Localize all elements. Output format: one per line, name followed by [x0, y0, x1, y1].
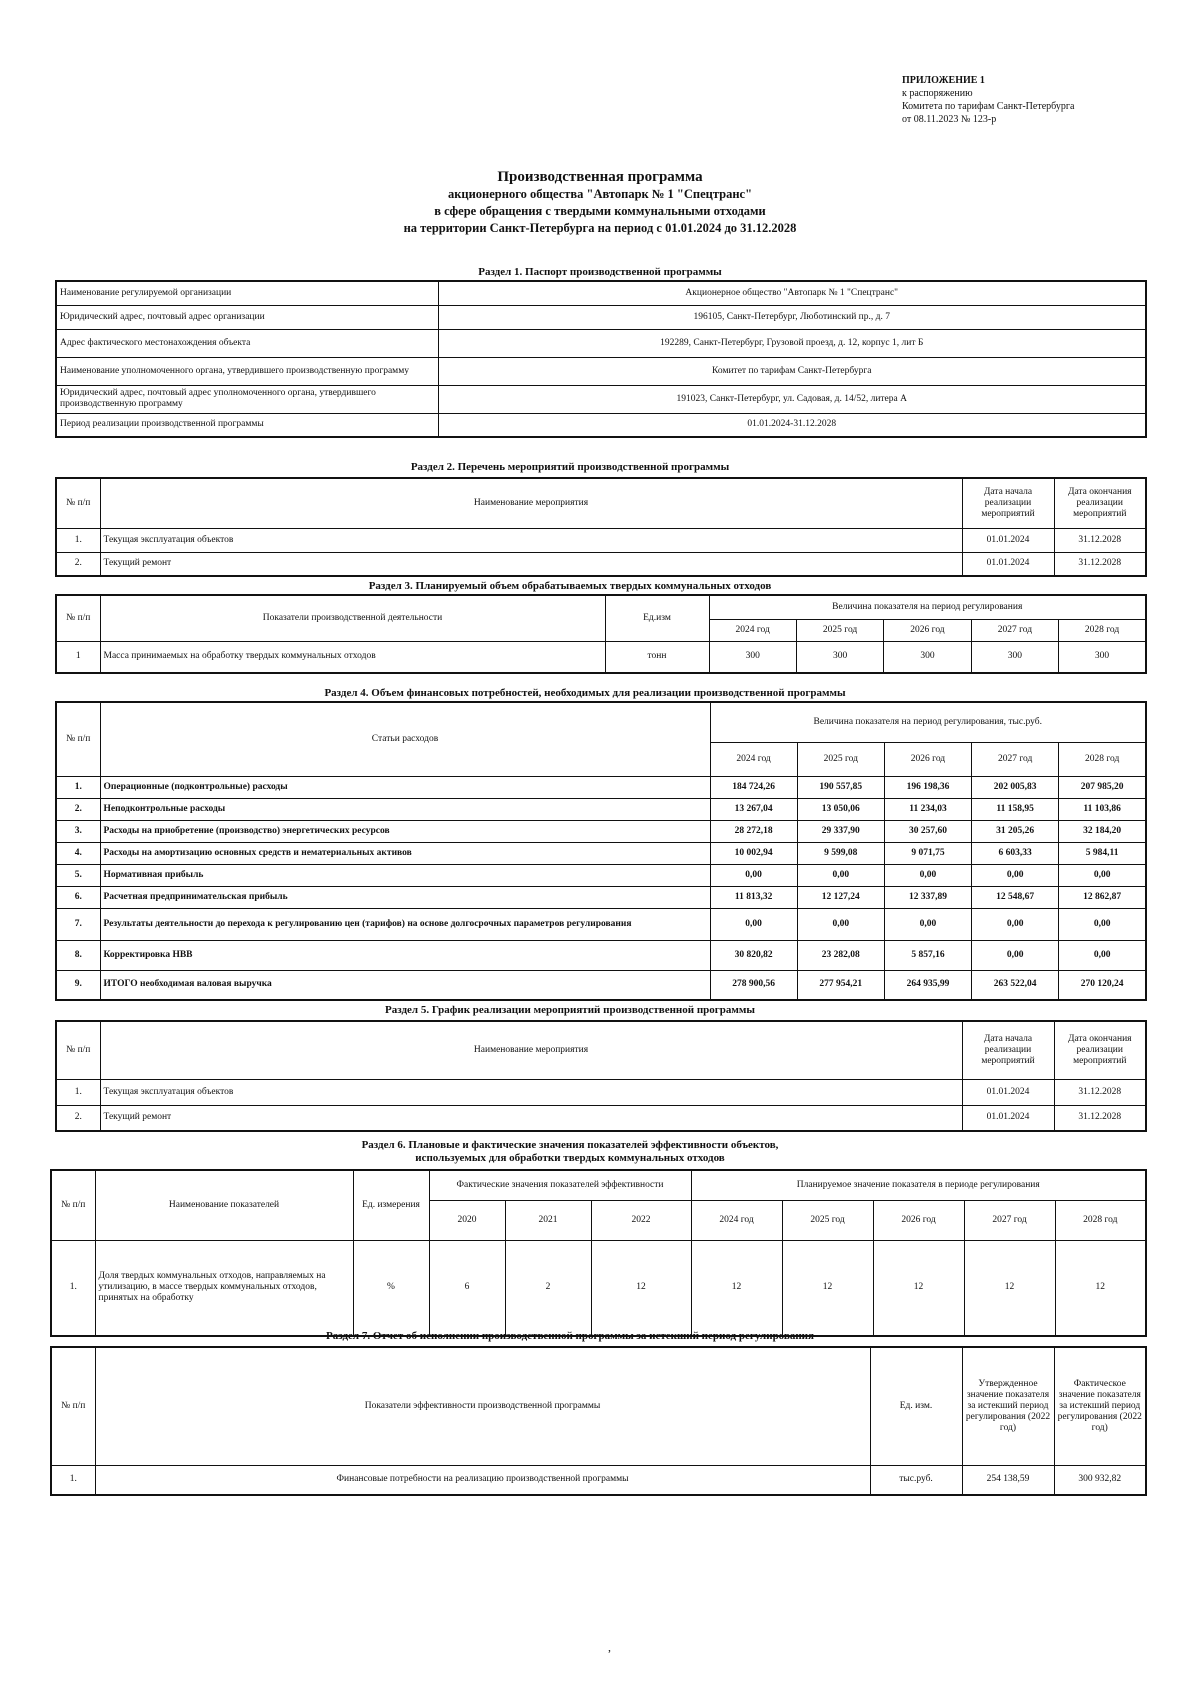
value-cell: 9 599,08 — [797, 842, 884, 864]
section2-title: Раздел 2. Перечень мероприятий производственной программы — [410, 461, 730, 473]
value-cell: 23 282,08 — [797, 940, 884, 970]
col-header-plan: Планируемое значение показателя в периоде регулирования — [691, 1170, 1146, 1200]
table-row — [56, 886, 1146, 908]
value-cell: 13 267,04 — [710, 798, 797, 820]
value-cell: 0,00 — [797, 864, 884, 886]
expense-name: Расходы на амортизацию основных средств и нематериальных активов — [100, 842, 710, 864]
value-cell: 207 985,20 — [1059, 776, 1146, 798]
year-header: 2025 год — [796, 619, 883, 641]
value-cell: 300 — [1059, 641, 1146, 673]
end-date: 31.12.2028 — [1054, 1079, 1146, 1105]
title-line: Производственная программа — [497, 169, 703, 185]
value-cell: 0,00 — [884, 864, 971, 886]
row-num: 2. — [56, 552, 100, 576]
value-cell: 264 935,99 — [884, 970, 971, 1000]
year-header: 2028 год — [1059, 742, 1146, 776]
passport-label: Наименование регулируемой организации — [56, 281, 438, 305]
value-cell: 11 813,32 — [710, 886, 797, 908]
plan-year-header: 2024 год — [691, 1200, 782, 1240]
indicator-name: Масса принимаемых на обработку твердых коммунальных отходов — [100, 641, 605, 673]
col-header-name: Наименование показателей — [95, 1170, 353, 1240]
table-row — [56, 820, 1146, 842]
row-num: 7. — [56, 908, 100, 940]
col-header-name: Статьи расходов — [100, 702, 710, 776]
row-num: 4. — [56, 842, 100, 864]
section5-title: Раздел 5. График реализации мероприятий производственной программы — [385, 1004, 755, 1016]
col-header-name: Наименование мероприятия — [100, 478, 962, 528]
plan-value: 12 — [782, 1240, 873, 1336]
col-header-period: Величина показателя на период регулирования, тыс.руб. — [710, 702, 1146, 742]
end-date: 31.12.2028 — [1054, 552, 1146, 576]
table-row — [51, 1465, 1146, 1495]
unit: % — [353, 1240, 429, 1336]
measure-name: Текущий ремонт — [100, 1105, 962, 1131]
section2-measures-table — [55, 477, 1147, 577]
end-date: 31.12.2028 — [1054, 1105, 1146, 1131]
row-num: 1. — [56, 776, 100, 798]
col-header-num: № п/п — [51, 1347, 95, 1465]
value-cell: 0,00 — [710, 864, 797, 886]
row-num: 1 — [56, 641, 100, 673]
section7-title: Раздел 7. Отчет об исполнении производственной программы за истекший период регулирования — [326, 1330, 814, 1342]
table-row — [56, 528, 1146, 552]
expense-name: Нормативная прибыль — [100, 864, 710, 886]
passport-label: Адрес фактического местонахождения объекта — [56, 329, 438, 357]
passport-value: 01.01.2024-31.12.2028 — [438, 413, 1146, 437]
plan-value: 12 — [1055, 1240, 1146, 1336]
fact-year-header: 2021 — [505, 1200, 591, 1240]
row-num: 1. — [56, 528, 100, 552]
value-cell: 202 005,83 — [972, 776, 1059, 798]
passport-value: Комитет по тарифам Санкт-Петербурга — [438, 357, 1146, 385]
passport-value: 192289, Санкт-Петербург, Грузовой проезд, д. 12, корпус 1, лит Б — [438, 329, 1146, 357]
value-cell: 11 234,03 — [884, 798, 971, 820]
value-cell: 263 522,04 — [972, 970, 1059, 1000]
passport-value: 196105, Санкт-Петербург, Люботинский пр., д. 7 — [438, 305, 1146, 329]
section6-title-line2: используемых для обработки твердых коммунальных отходов — [415, 1152, 725, 1164]
value-cell: 0,00 — [972, 908, 1059, 940]
table-row — [56, 940, 1146, 970]
row-num: 9. — [56, 970, 100, 1000]
value-cell: 0,00 — [710, 908, 797, 940]
value-cell: 300 — [709, 641, 796, 673]
row-num: 2. — [56, 798, 100, 820]
plan-value: 12 — [873, 1240, 964, 1336]
col-header-name: Показатели эффективности производственной программы — [95, 1347, 870, 1465]
fact-year-header: 2022 — [591, 1200, 691, 1240]
start-date: 01.01.2024 — [962, 528, 1054, 552]
section3-volume-table — [55, 594, 1147, 674]
value-cell: 278 900,56 — [710, 970, 797, 1000]
table-row — [56, 776, 1146, 798]
plan-year-header: 2028 год — [1055, 1200, 1146, 1240]
plan-value: 12 — [691, 1240, 782, 1336]
section6-efficiency-table — [50, 1169, 1147, 1337]
col-header-actual: Фактическое значение показателя за истекший период регулирования (2022 год) — [1054, 1347, 1146, 1465]
value-cell: 12 337,89 — [884, 886, 971, 908]
passport-value: 191023, Санкт-Петербург, ул. Садовая, д. 14/52, литера А — [438, 385, 1146, 413]
measure-name: Текущий ремонт — [100, 552, 962, 576]
value-cell: 5 857,16 — [884, 940, 971, 970]
value-cell: 300 — [796, 641, 883, 673]
value-cell: 30 257,60 — [884, 820, 971, 842]
section4-title: Раздел 4. Объем финансовых потребностей, необходимых для реализации производственной программы — [324, 687, 846, 699]
value-cell: 270 120,24 — [1059, 970, 1146, 1000]
section1-passport-table — [55, 280, 1147, 438]
unit: тыс.руб. — [870, 1465, 962, 1495]
col-header-start: Дата начала реализации мероприятий — [962, 478, 1054, 528]
value-cell: 12 862,87 — [1059, 886, 1146, 908]
approved-value: 254 138,59 — [962, 1465, 1054, 1495]
row-num: 1. — [51, 1240, 95, 1336]
col-header-end: Дата окончания реализации мероприятий — [1054, 1021, 1146, 1079]
passport-label: Юридический адрес, почтовый адрес уполномоченного органа, утвердившего производственную программу — [56, 385, 438, 413]
col-header-name: Показатели производственной деятельности — [100, 595, 605, 641]
passport-row — [56, 385, 1146, 413]
table-row — [56, 798, 1146, 820]
row-num: 6. — [56, 886, 100, 908]
year-header: 2027 год — [971, 619, 1058, 641]
row-num: 1. — [56, 1079, 100, 1105]
expense-name: Операционные (подконтрольные) расходы — [100, 776, 710, 798]
year-header: 2026 год — [884, 619, 971, 641]
value-cell: 196 198,36 — [884, 776, 971, 798]
col-header-num: № п/п — [56, 595, 100, 641]
unit: тонн — [605, 641, 709, 673]
col-header-period: Величина показателя на период регулирования — [709, 595, 1146, 619]
table-row — [56, 552, 1146, 576]
col-header-fact: Фактические значения показателей эффективности — [429, 1170, 691, 1200]
fact-year-header: 2020 — [429, 1200, 505, 1240]
document-title — [0, 168, 1200, 237]
year-header: 2024 год — [710, 742, 797, 776]
table-row — [56, 970, 1146, 1000]
passport-label: Юридический адрес, почтовый адрес организации — [56, 305, 438, 329]
section5-schedule-table — [55, 1020, 1147, 1132]
end-date: 31.12.2028 — [1054, 528, 1146, 552]
value-cell: 9 071,75 — [884, 842, 971, 864]
expense-name: ИТОГО необходимая валовая выручка — [100, 970, 710, 1000]
passport-row — [56, 281, 1146, 305]
value-cell: 29 337,90 — [797, 820, 884, 842]
appendix-line: от 08.11.2023 № 123-р — [902, 114, 997, 125]
year-header: 2027 год — [972, 742, 1059, 776]
expense-name: Корректировка НВВ — [100, 940, 710, 970]
table-row — [56, 641, 1146, 673]
fact-value: 6 — [429, 1240, 505, 1336]
value-cell: 11 158,95 — [972, 798, 1059, 820]
section7-report-table — [50, 1346, 1147, 1496]
value-cell: 31 205,26 — [972, 820, 1059, 842]
section1-title: Раздел 1. Паспорт производственной программы — [478, 266, 722, 278]
table-row — [56, 1105, 1146, 1131]
value-cell: 0,00 — [797, 908, 884, 940]
appendix-line: Комитета по тарифам Санкт-Петербурга — [902, 101, 1075, 112]
start-date: 01.01.2024 — [962, 552, 1054, 576]
title-line: на территории Санкт-Петербурга на период с 01.01.2024 до 31.12.2028 — [403, 221, 797, 235]
year-header: 2024 год — [709, 619, 796, 641]
indicator-name: Финансовые потребности на реализацию производственной программы — [95, 1465, 870, 1495]
table-row — [56, 1079, 1146, 1105]
value-cell: 0,00 — [1059, 908, 1146, 940]
value-cell: 28 272,18 — [710, 820, 797, 842]
col-header-num: № п/п — [56, 478, 100, 528]
section4-finance-table — [55, 701, 1147, 1001]
value-cell: 12 548,67 — [972, 886, 1059, 908]
value-cell: 6 603,33 — [972, 842, 1059, 864]
passport-row — [56, 329, 1146, 357]
col-header-unit: Ед. изм. — [870, 1347, 962, 1465]
value-cell: 32 184,20 — [1059, 820, 1146, 842]
start-date: 01.01.2024 — [962, 1105, 1054, 1131]
value-cell: 13 050,06 — [797, 798, 884, 820]
title-line: в сфере обращения с твердыми коммунальными отходами — [434, 204, 766, 218]
col-header-num: № п/п — [56, 1021, 100, 1079]
value-cell: 0,00 — [884, 908, 971, 940]
year-header: 2025 год — [797, 742, 884, 776]
expense-name: Расчетная предпринимательская прибыль — [100, 886, 710, 908]
value-cell: 184 724,26 — [710, 776, 797, 798]
passport-label: Наименование уполномоченного органа, утвердившего производственную программу — [56, 357, 438, 385]
page-mark: , — [608, 1640, 611, 1654]
value-cell: 0,00 — [1059, 864, 1146, 886]
plan-year-header: 2026 год — [873, 1200, 964, 1240]
actual-value: 300 932,82 — [1054, 1465, 1146, 1495]
passport-value: Акционерное общество "Автопарк № 1 "Спецтранс" — [438, 281, 1146, 305]
col-header-end: Дата окончания реализации мероприятий — [1054, 478, 1146, 528]
col-header-start: Дата начала реализации мероприятий — [962, 1021, 1054, 1079]
row-num: 5. — [56, 864, 100, 886]
start-date: 01.01.2024 — [962, 1079, 1054, 1105]
passport-row — [56, 305, 1146, 329]
value-cell: 190 557,85 — [797, 776, 884, 798]
value-cell: 0,00 — [972, 864, 1059, 886]
row-num: 8. — [56, 940, 100, 970]
col-header-unit: Ед.изм — [605, 595, 709, 641]
year-header: 2026 год — [884, 742, 971, 776]
col-header-unit: Ед. измерения — [353, 1170, 429, 1240]
row-num: 1. — [51, 1465, 95, 1495]
passport-row — [56, 413, 1146, 437]
fact-value: 12 — [591, 1240, 691, 1336]
year-header: 2028 год — [1059, 619, 1146, 641]
table-row — [51, 1240, 1146, 1336]
value-cell: 5 984,11 — [1059, 842, 1146, 864]
section6-title-line1: Раздел 6. Плановые и фактические значения показателей эффективности объектов, — [361, 1139, 779, 1151]
value-cell: 10 002,94 — [710, 842, 797, 864]
section6-title — [0, 1139, 1170, 1165]
expense-name: Результаты деятельности до перехода к регулированию цен (тарифов) на основе долгосрочных параметров регулирования — [100, 908, 710, 940]
table-row — [56, 908, 1146, 940]
table-row — [56, 842, 1146, 864]
appendix-line: к распоряжению — [902, 88, 973, 99]
section3-title: Раздел 3. Планируемый объем обрабатываемых твердых коммунальных отходов — [368, 580, 772, 592]
passport-row — [56, 357, 1146, 385]
title-line: акционерного общества "Автопарк № 1 "Спецтранс" — [447, 187, 753, 201]
measure-name: Текущая эксплуатация объектов — [100, 1079, 962, 1105]
plan-year-header: 2027 год — [964, 1200, 1055, 1240]
measure-name: Текущая эксплуатация объектов — [100, 528, 962, 552]
appendix-block — [902, 74, 1074, 126]
value-cell: 0,00 — [972, 940, 1059, 970]
value-cell: 0,00 — [1059, 940, 1146, 970]
col-header-num: № п/п — [51, 1170, 95, 1240]
indicator-name: Доля твердых коммунальных отходов, направляемых на утилизацию, в массе твердых коммунальных отходов, принятых на обработку — [95, 1240, 353, 1336]
col-header-approved: Утвержденное значение показателя за истекший период регулирования (2022 год) — [962, 1347, 1054, 1465]
row-num: 2. — [56, 1105, 100, 1131]
value-cell: 30 820,82 — [710, 940, 797, 970]
passport-label: Период реализации производственной программы — [56, 413, 438, 437]
value-cell: 11 103,86 — [1059, 798, 1146, 820]
value-cell: 12 127,24 — [797, 886, 884, 908]
fact-value: 2 — [505, 1240, 591, 1336]
plan-value: 12 — [964, 1240, 1055, 1336]
col-header-name: Наименование мероприятия — [100, 1021, 962, 1079]
plan-year-header: 2025 год — [782, 1200, 873, 1240]
appendix-line: ПРИЛОЖЕНИЕ 1 — [902, 75, 985, 86]
expense-name: Расходы на приобретение (производство) энергетических ресурсов — [100, 820, 710, 842]
table-row — [56, 864, 1146, 886]
row-num: 3. — [56, 820, 100, 842]
value-cell: 300 — [884, 641, 971, 673]
expense-name: Неподконтрольные расходы — [100, 798, 710, 820]
col-header-num: № п/п — [56, 702, 100, 776]
value-cell: 277 954,21 — [797, 970, 884, 1000]
value-cell: 300 — [971, 641, 1058, 673]
